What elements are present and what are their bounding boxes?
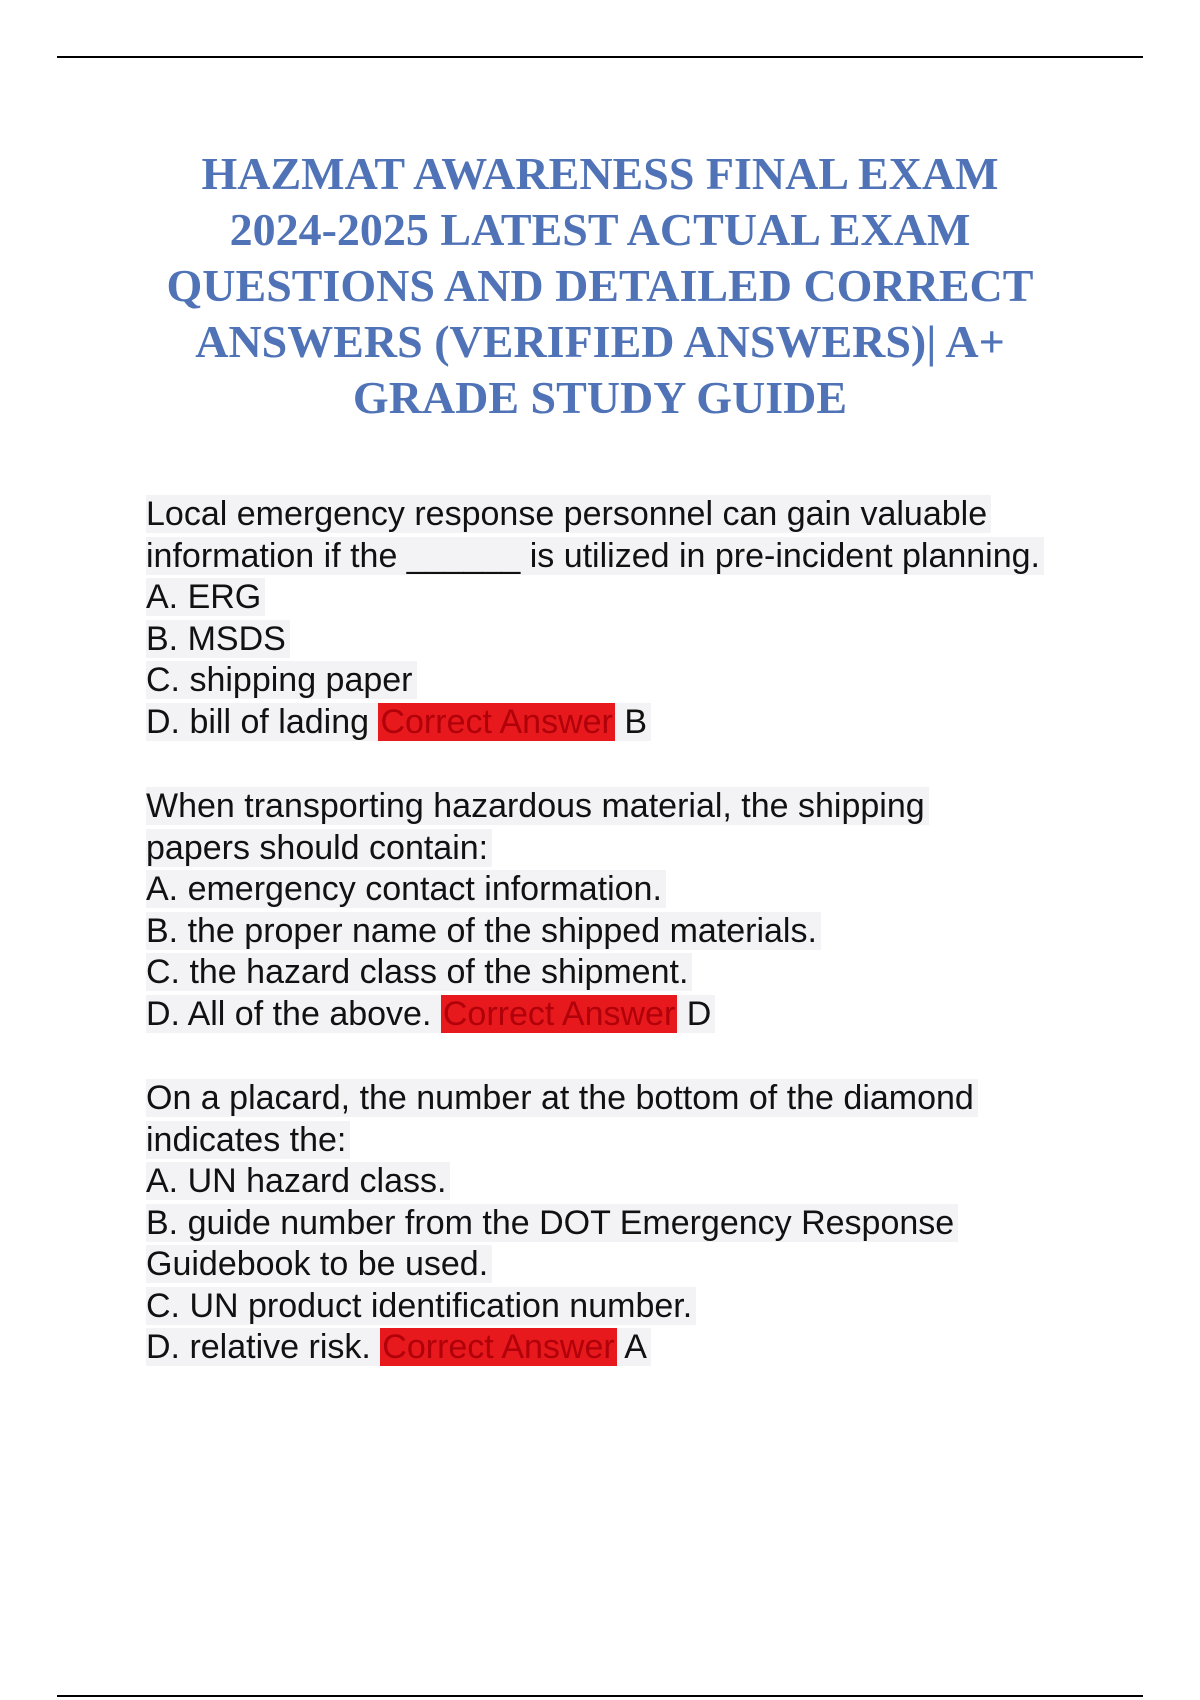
- answer-option-a: A. ERG: [146, 578, 265, 616]
- answer-option-d: D. bill of lading: [146, 702, 370, 741]
- bottom-rule: [57, 1695, 1143, 1697]
- question-stem-line: indicates the:: [146, 1121, 350, 1159]
- answer-option-b: B. the proper name of the shipped materials.: [146, 912, 821, 950]
- title-line: QUESTIONS AND DETAILED CORRECT: [166, 260, 1034, 311]
- correct-answer-value: D: [686, 994, 712, 1033]
- answer-option-a: A. UN hazard class.: [146, 1162, 450, 1200]
- correct-answer-label: Correct Answer: [380, 702, 613, 741]
- question-block-1: [146, 494, 1086, 743]
- title-line: HAZMAT AWARENESS FINAL EXAM: [201, 148, 999, 199]
- question-block-3: [146, 1078, 1086, 1369]
- correct-answer-label: Correct Answer: [382, 1328, 615, 1366]
- question-stem-line: papers should contain:: [146, 829, 492, 867]
- answer-option-d: D. relative risk.: [146, 1328, 371, 1366]
- correct-answer-label: Correct Answer: [442, 994, 676, 1033]
- title-line: GRADE STUDY GUIDE: [352, 372, 848, 423]
- top-rule: [57, 56, 1143, 58]
- correct-answer-value: B: [624, 702, 648, 741]
- question-stem-line: information if the ______ is utilized in pre-incident planning.: [146, 537, 1044, 575]
- question-stem-line: Local emergency response personnel can gain valuable: [146, 495, 991, 533]
- answer-option-a: A. emergency contact information.: [146, 870, 666, 908]
- document-title: [120, 146, 1080, 426]
- title-line: ANSWERS (VERIFIED ANSWERS)| A+: [195, 316, 1005, 367]
- answer-option-c: C. shipping paper: [146, 661, 417, 699]
- answer-option-b: B. MSDS: [146, 620, 290, 658]
- question-stem-line: On a placard, the number at the bottom of the diamond: [146, 1079, 978, 1117]
- answer-option-b: B. guide number from the DOT Emergency Response: [146, 1204, 958, 1242]
- answer-option-c: C. UN product identification number.: [146, 1287, 696, 1325]
- answer-option-d: D. All of the above.: [146, 994, 432, 1033]
- title-line: 2024-2025 LATEST ACTUAL EXAM: [229, 204, 971, 255]
- answer-option-b-continued: Guidebook to be used.: [146, 1245, 492, 1283]
- correct-answer-value: A: [624, 1328, 647, 1366]
- answer-option-c: C. the hazard class of the shipment.: [146, 953, 692, 991]
- question-block-2: [146, 786, 1086, 1035]
- question-stem-line: When transporting hazardous material, the shipping: [146, 787, 929, 825]
